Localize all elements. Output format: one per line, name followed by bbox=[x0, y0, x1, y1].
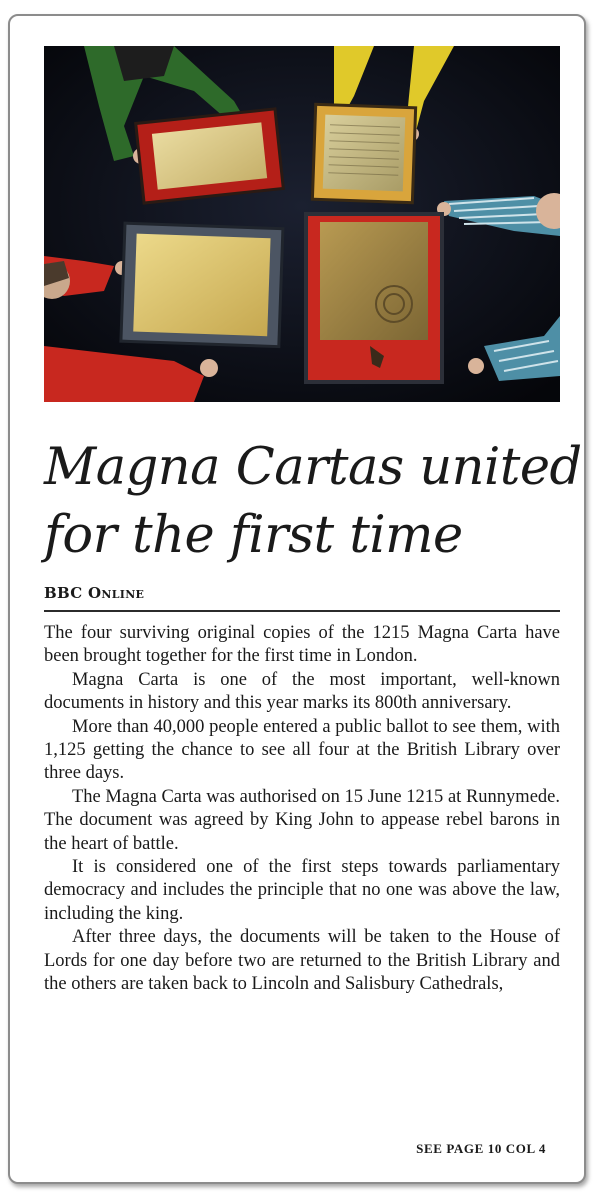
magna-carta-photo-illustration bbox=[44, 46, 560, 402]
paragraph: After three days, the documents will be taken to the House of Lords for one day before two are returned to the British Library and the others are taken back to Lincoln and Salisbury Cathedrals, bbox=[44, 927, 560, 995]
paragraph: The Magna Carta was authorised on 15 June 1215 at Runnymede. The document was agreed by King John to appease rebel barons in the heart of battle. bbox=[44, 786, 560, 854]
article-body bbox=[44, 622, 560, 997]
headline bbox=[44, 434, 584, 570]
headline-line-2: for the first time bbox=[44, 506, 463, 565]
article-card bbox=[8, 14, 586, 1184]
byline-source: BBC Online bbox=[44, 584, 145, 602]
paragraph: It is considered one of the first steps towards parliamentary democracy and includes the principle that no one was above the law, including the king. bbox=[44, 857, 560, 924]
article-photo bbox=[44, 46, 560, 402]
paragraph: More than 40,000 people entered a public ballot to see them, with 1,125 getting the chance to see all four at the British Library over three days. bbox=[44, 716, 560, 784]
byline-rule bbox=[44, 610, 560, 612]
headline-line-1: Magna Cartas united bbox=[44, 438, 582, 497]
paragraph: Magna Carta is one of the most important, well-known documents in history and this year marks its 800th anniversary. bbox=[44, 669, 560, 714]
paragraph: The four surviving original copies of the 1215 Magna Carta have been brought together for the first time in London. bbox=[44, 623, 560, 667]
continuation-note: SEE PAGE 10 COL 4 bbox=[416, 1141, 546, 1156]
